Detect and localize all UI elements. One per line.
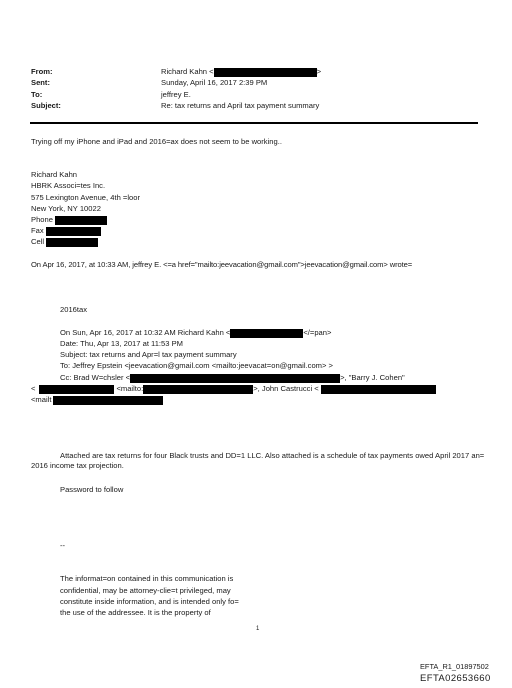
redaction-block <box>143 385 253 394</box>
bates-number-1: EFTA_R1_01897502 <box>420 662 489 671</box>
phone-label: Phone <box>31 215 53 224</box>
signature-phone <box>31 215 107 225</box>
redaction-block <box>230 329 303 338</box>
confidentiality-line-4: the use of the addressee. It is the property of <box>60 608 211 617</box>
confidentiality-line-2: confidential, may be attorney-clie=t privileged, may <box>60 586 231 595</box>
signature-company: HBRK Associ=tes Inc. <box>31 181 106 190</box>
nested-cc-tail: >, "Barry J. Cohen" <box>340 373 405 382</box>
redaction-block <box>46 238 98 247</box>
password-note: Password to follow <box>60 485 124 494</box>
quote-header: On Apr 16, 2017, at 10:33 AM, jeffrey E. <=a href="mailto:jeevacation@gmail.com">jeevacation@gmail.com> wrote= <box>31 260 413 269</box>
to-label: To: <box>31 90 43 99</box>
to-value: jeffrey E. <box>161 90 191 99</box>
nested-subject: Subject: tax returns and Apr=l tax payment summary <box>60 350 237 359</box>
nested-cc-line3 <box>31 395 163 405</box>
attached-paragraph: Attached are tax returns for four Black trusts and DD=1 LLC. Also attached is a schedule of tax payments owed April 2017 an= 2016 income tax projection. <box>31 451 485 470</box>
mailto-fragment: <mailto: <box>116 384 144 393</box>
cell-label: Cell <box>31 237 45 246</box>
redaction-block <box>39 385 114 394</box>
from-label: From: <box>31 67 53 76</box>
subject-label: Subject: <box>31 101 61 110</box>
redaction-block <box>46 227 101 236</box>
signature-name: Richard Kahn <box>31 170 78 179</box>
nested-on-tail: </=pan> <box>303 328 332 337</box>
tag-2016tax: 2016tax <box>60 305 88 314</box>
page-number: 1 <box>256 626 260 632</box>
castrucci-text: >, John Castrucci < <box>253 384 319 393</box>
bates-number-2: EFTA02653660 <box>420 673 491 684</box>
redaction-block <box>214 68 317 77</box>
sent-value: Sunday, April 16, 2017 2:39 PM <box>161 78 268 87</box>
mailt-fragment: <mailt <box>31 395 52 404</box>
nested-to: To: Jeffrey Epstein <jeevacation@gmail.com <mailto:jeevacat=on@gmail.com> > <box>60 361 333 370</box>
signature-fax <box>31 226 101 236</box>
signature-city: New York, NY 10022 <box>31 204 101 213</box>
subject-value: Re: tax returns and April tax payment summary <box>161 101 320 110</box>
nested-on-line <box>60 328 331 338</box>
nested-on-text: On Sun, Apr 16, 2017 at 10:32 AM Richard Kahn < <box>60 328 231 337</box>
nested-cc <box>60 373 405 383</box>
redaction-block <box>55 216 107 225</box>
redaction-block <box>53 396 163 405</box>
separator-dashes: -- <box>60 541 66 550</box>
redaction-block <box>321 385 436 394</box>
from-name: Richard Kahn < <box>161 67 214 76</box>
lt-sign: < <box>31 384 36 393</box>
redaction-block <box>130 374 340 383</box>
signature-cell <box>31 237 98 247</box>
sent-label: Sent: <box>31 78 50 87</box>
nested-cc-line2 <box>31 384 436 394</box>
from-tail: > <box>316 67 321 76</box>
confidentiality-line-1: The informat=on contained in this communication is <box>60 574 234 583</box>
from-value <box>161 67 321 77</box>
confidentiality-line-3: constitute inside information, and is intended only fo= <box>60 597 239 606</box>
header-divider <box>30 122 478 124</box>
nested-date: Date: Thu, Apr 13, 2017 at 11:53 PM <box>60 339 183 348</box>
nested-cc-text: Cc: Brad W=chsler < <box>60 373 131 382</box>
intro-text: Trying off my iPhone and iPad and 2016=ax does not seem to be working.. <box>31 137 282 146</box>
signature-address: 575 Lexington Avenue, 4th =loor <box>31 193 141 202</box>
fax-label: Fax <box>31 226 44 235</box>
